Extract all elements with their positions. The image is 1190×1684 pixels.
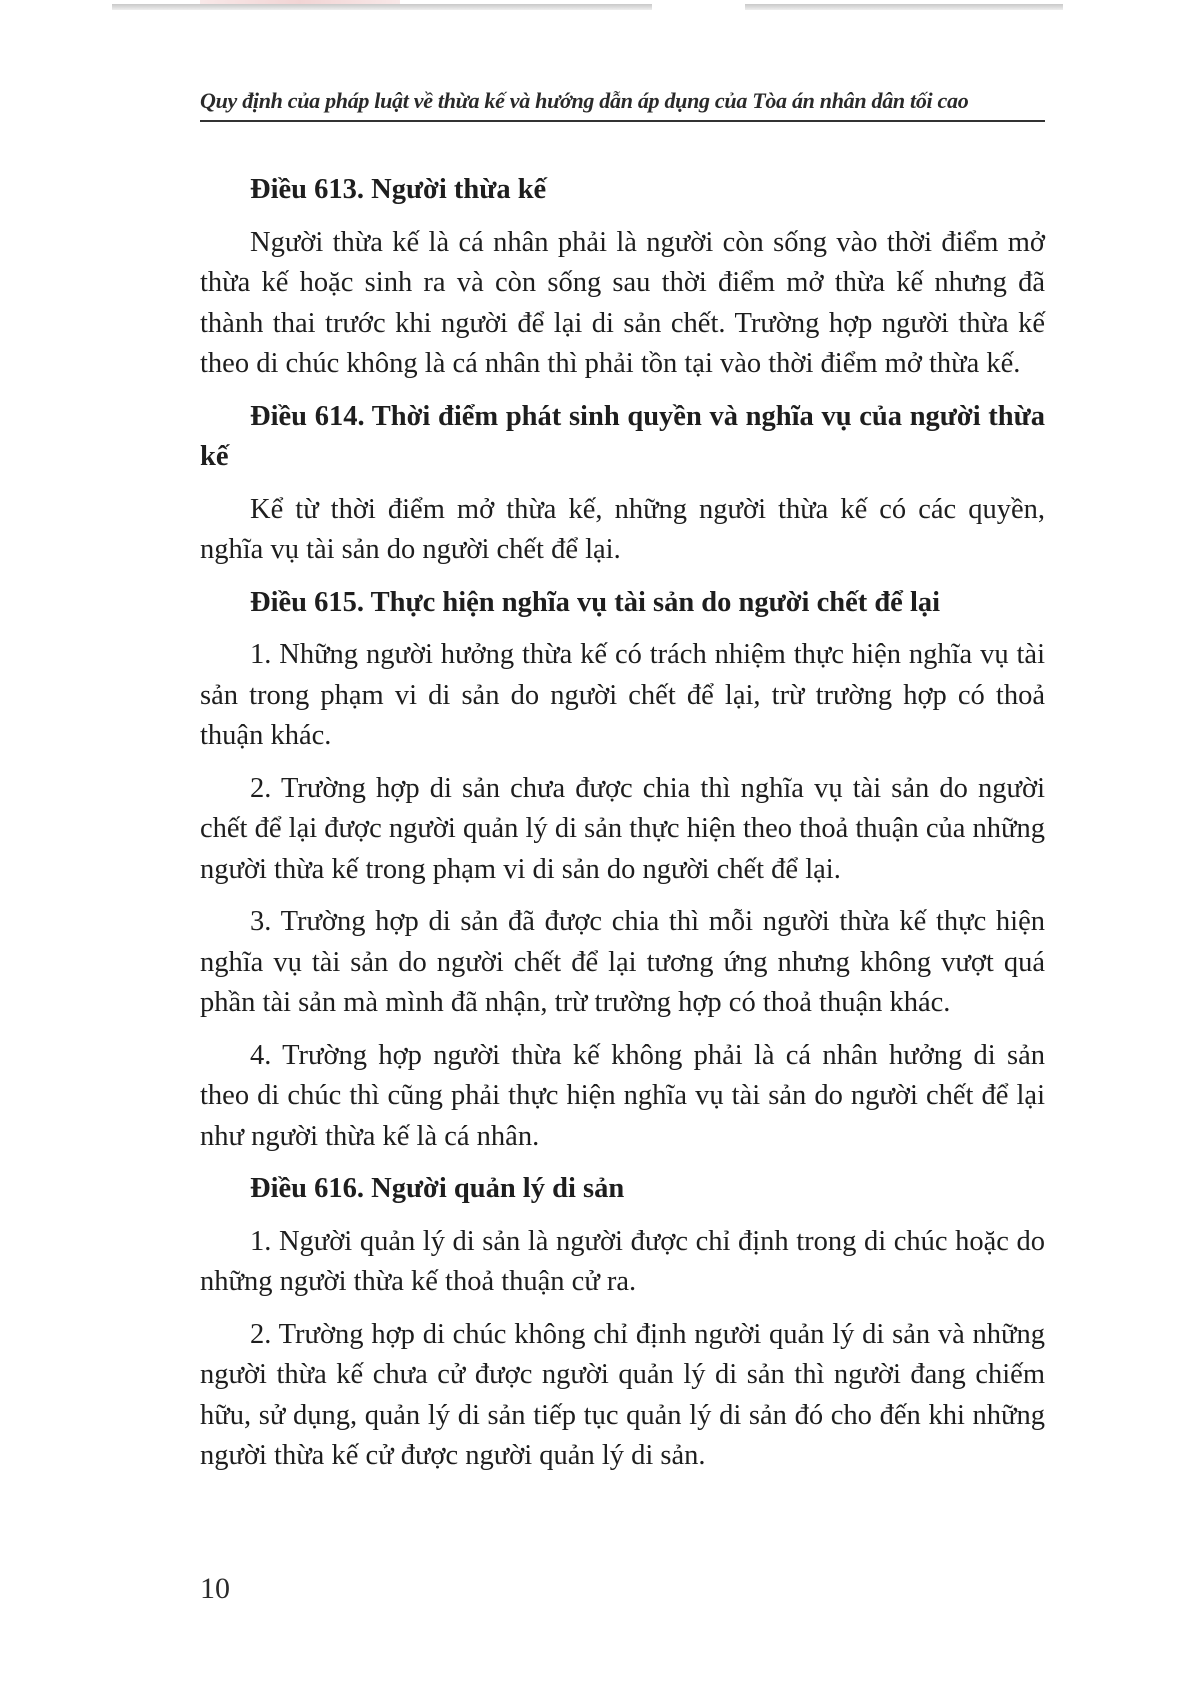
scan-margin <box>0 0 110 1684</box>
scan-edge-artifact <box>745 4 1063 10</box>
article-paragraph: 4. Trường hợp người thừa kế không phải là cá nhân hưởng di sản theo di chúc thì cũng phải thực hiện nghĩa vụ tài sản do người chết để lại như người thừa kế là cá nhân. <box>200 1039 1045 1152</box>
article-paragraph: 1. Người quản lý di sản là người được chỉ định trong di chúc hoặc do những người thừa kế thoả thuận cử ra. <box>200 1225 1045 1297</box>
article-paragraph: 2. Trường hợp di sản chưa được chia thì nghĩa vụ tài sản do người chết để lại được người quản lý di sản thực hiện theo thoả thuận của những người thừa kế trong phạm vi di sản do người chết để lại. <box>200 772 1045 885</box>
page-content <box>200 170 1045 1477</box>
article-paragraph: Người thừa kế là cá nhân phải là người còn sống vào thời điểm mở thừa kế hoặc sinh ra và còn sống sau thời điểm mở thừa kế nhưng đã thành thai trước khi người để lại di sản chết. Trường hợp người thừa kế theo di chúc không là cá nhân thì phải tồn tại vào thời điểm mở thừa kế. <box>200 226 1045 379</box>
article-title: Điều 616. Người quản lý di sản <box>250 1173 625 1204</box>
article-title: Điều 613. Người thừa kế <box>250 174 547 205</box>
article-title: Điều 614. Thời điểm phát sinh quyền và nghĩa vụ của người thừa kế <box>200 400 1045 472</box>
article-paragraph: 1. Những người hưởng thừa kế có trách nhiệm thực hiện nghĩa vụ tài sản trong phạm vi di sản do người chết để lại, trừ trường hợp có thoả thuận khác. <box>200 639 1045 751</box>
book-page <box>200 88 1045 1489</box>
article-paragraph: 2. Trường hợp di chúc không chỉ định người quản lý di sản và những người thừa kế chưa cử được người quản lý di sản thì người đang chiếm hữu, sử dụng, quản lý di sản tiếp tục quản lý di sản đó cho đến khi những người thừa kế cử được người quản lý di sản. <box>200 1318 1045 1471</box>
page-number: 10 <box>200 1572 230 1605</box>
article-paragraph: Kể từ thời điểm mở thừa kế, những người thừa kế có các quyền, nghĩa vụ tài sản do người chết để lại. <box>200 493 1045 565</box>
scan-edge-artifact <box>112 4 652 10</box>
running-header: Quy định của pháp luật về thừa kế và hướng dẫn áp dụng của Tòa án nhân dân tối cao <box>200 88 1045 122</box>
article-paragraph: 3. Trường hợp di sản đã được chia thì mỗi người thừa kế thực hiện nghĩa vụ tài sản do người chết để lại tương ứng nhưng không vượt quá phần tài sản mà mình đã nhận, trừ trường hợp có thoả thuận khác. <box>200 906 1045 1018</box>
article-title: Điều 615. Thực hiện nghĩa vụ tài sản do người chết để lại <box>250 586 941 618</box>
